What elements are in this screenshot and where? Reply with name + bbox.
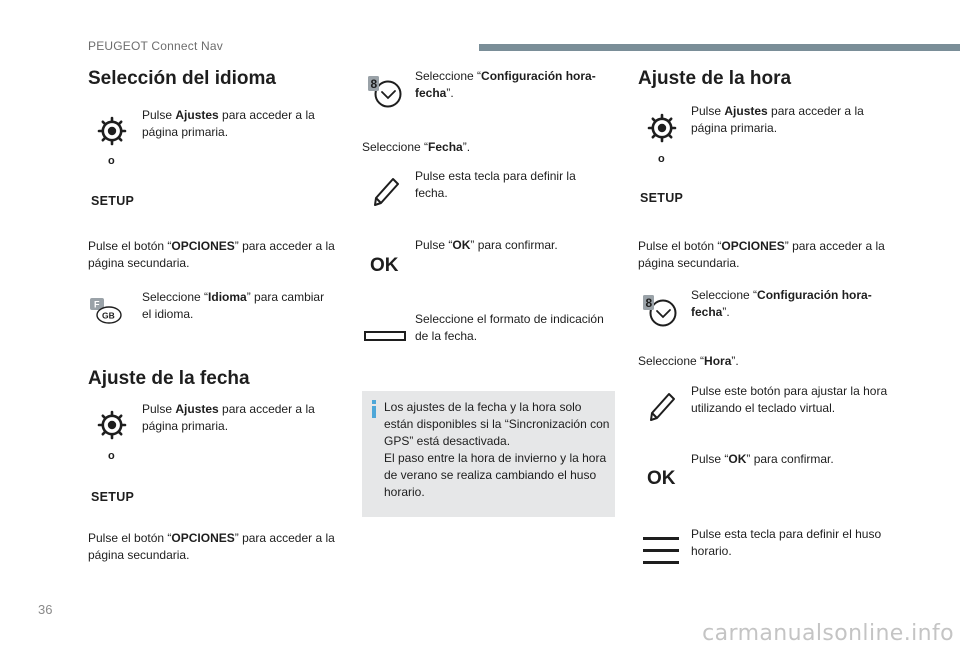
- or-label: o: [108, 155, 115, 167]
- lang-step1-text: Pulse Ajustes para acceder a la página primaria.: [142, 108, 315, 139]
- pencil-icon: [645, 390, 677, 424]
- header-title: PEUGEOT Connect Nav: [88, 39, 223, 53]
- date-step-format-text: Seleccione el formato de indicación de la fecha.: [415, 312, 604, 343]
- time-step2-text: Pulse el botón “OPCIONES” para acceder a la página secundaria.: [638, 239, 885, 270]
- or-label: o: [108, 450, 115, 462]
- lang-icon-f: F: [94, 299, 100, 310]
- language-flag-icon: [88, 296, 124, 326]
- clock-icon: [641, 293, 681, 329]
- time-step-timezone-text: Pulse esta tecla para definir el huso horario.: [691, 527, 882, 558]
- date-step2-text: Pulse el botón “OPCIONES” para acceder a la página secundaria.: [88, 531, 335, 562]
- clock-icon: [366, 74, 406, 110]
- menu-icon: [642, 534, 680, 566]
- gear-icon: [97, 116, 127, 146]
- date-step-define-text: Pulse esta tecla para definir la fecha.: [415, 169, 576, 200]
- lang-icon-gb: GB: [102, 310, 115, 321]
- heading-language: Selección del idioma: [88, 68, 276, 89]
- setup-button-label: SETUP: [640, 191, 684, 205]
- time-step-hora-text: Seleccione “Hora”.: [638, 354, 739, 368]
- ok-button-label: OK: [647, 468, 676, 489]
- date-step1-text: Pulse Ajustes para acceder a la página primaria.: [142, 402, 315, 433]
- clock-badge: 8: [370, 77, 378, 91]
- date-step-config-text: Seleccione “Configuración hora-fecha”.: [415, 69, 596, 100]
- pencil-icon: [369, 175, 401, 209]
- time-step-config-text: Seleccione “Configuración hora-fecha”.: [691, 288, 872, 319]
- watermark: carmanualsonline.info: [702, 621, 954, 646]
- heading-time: Ajuste de la hora: [638, 68, 792, 89]
- gear-icon: [97, 410, 127, 440]
- heading-date: Ajuste de la fecha: [88, 368, 250, 389]
- time-step1-text: Pulse Ajustes para acceder a la página primaria.: [691, 104, 864, 135]
- gear-icon: [647, 113, 677, 143]
- time-step-keyboard-text: Pulse este botón para ajustar la hora utilizando el teclado virtual.: [691, 384, 888, 415]
- info-line1: Los ajustes de la fecha y la hora solo están disponibles si la “Sincronización con GPS” está desactivada.: [384, 400, 610, 448]
- time-step-ok-text: Pulse “OK” para confirmar.: [691, 452, 834, 466]
- lang-step3-text: Seleccione “Idioma” para cambiar el idioma.: [142, 290, 325, 321]
- setup-button-label: SETUP: [91, 194, 135, 208]
- ok-button-label: OK: [370, 255, 399, 276]
- page-number: 36: [38, 602, 53, 617]
- bar-icon: [364, 330, 406, 342]
- date-step-fecha-text: Seleccione “Fecha”.: [362, 140, 471, 154]
- date-step-ok-text: Pulse “OK” para confirmar.: [415, 238, 558, 252]
- lang-step2-text: Pulse el botón “OPCIONES” para acceder a la página secundaria.: [88, 239, 335, 270]
- setup-button-label: SETUP: [91, 490, 135, 504]
- info-text: [384, 399, 612, 501]
- info-line2: El paso entre la hora de invierno y la hora de verano se realiza cambiando el huso horario.: [384, 451, 607, 499]
- clock-badge: 8: [645, 296, 653, 310]
- header-bar: [479, 44, 960, 51]
- info-icon: [372, 400, 376, 418]
- or-label: o: [658, 153, 665, 165]
